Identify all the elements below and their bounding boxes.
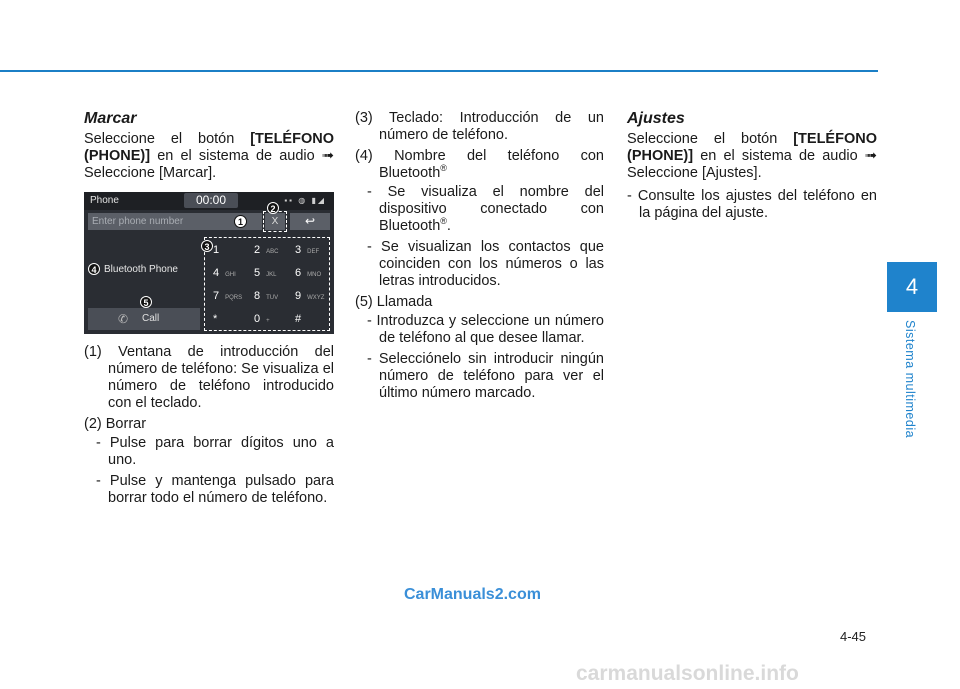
callout-3: 3 — [201, 240, 213, 252]
key-7[interactable] — [248, 285, 289, 308]
key-5[interactable] — [289, 262, 330, 285]
ajustes-intro: Seleccione el botón [TELÉFONO (PHONE)] en el sistema de audio ➟ Seleccione [Ajustes]. — [627, 131, 877, 181]
key-digit: 5 — [254, 267, 261, 279]
status-bar — [84, 192, 334, 210]
back-icon[interactable]: ↩ — [290, 213, 330, 230]
page-number: 4-45 — [840, 629, 867, 644]
key-letters: WXYZ — [307, 295, 325, 301]
chapter-label: Sistema multimedia — [903, 320, 917, 439]
callout-2: 2 — [267, 202, 279, 214]
key-digit: # — [295, 313, 302, 325]
key-0[interactable] — [207, 239, 248, 262]
item-1: (1) Ventana de introducción del número de teléfono: Se visualiza el número de teléfono introducido con el teclado. — [84, 344, 334, 411]
key-6[interactable] — [207, 285, 248, 308]
phone-dial-screen — [84, 192, 334, 334]
marcar-intro: Seleccione el botón [TELÉFONO (PHONE)] en el sistema de audio ➟ Seleccione [Marcar]. — [84, 131, 334, 181]
key-digit: 7 — [213, 290, 220, 302]
key-digit: 9 — [295, 290, 302, 302]
key-11[interactable] — [289, 308, 330, 331]
status-icons: ▪▪ ◍ ▮◢ — [284, 196, 326, 205]
callout-5: 5 — [140, 296, 152, 308]
column-2 — [355, 110, 604, 406]
key-letters: GHI — [225, 272, 236, 278]
screen-title: Phone — [90, 195, 119, 206]
key-3[interactable] — [207, 262, 248, 285]
key-digit: * — [213, 313, 218, 325]
item-4: (4) Nombre del teléfono con Bluetooth® — [355, 148, 604, 181]
column-marcar — [84, 110, 334, 188]
key-letters: DEF — [307, 249, 320, 255]
item-4-sub-2: - Se visualizan los contactos que coinciden con los números o las letras introducidos. — [367, 239, 604, 289]
callout-4: 4 — [88, 263, 100, 275]
key-letters: TUV — [266, 295, 279, 301]
item-4-sub-1: - Se visualiza el nombre del dispositivo conectado con Bluetooth®. — [367, 184, 604, 234]
key-1[interactable] — [248, 239, 289, 262]
column-marcar-list — [84, 344, 334, 511]
bluetooth-phone-name: Bluetooth Phone — [104, 264, 178, 275]
key-letters: JKL — [266, 272, 277, 278]
heading-marcar: Marcar — [84, 110, 137, 127]
key-digit: 6 — [295, 267, 302, 279]
key-digit: 1 — [213, 244, 220, 256]
phone-number-input[interactable]: Enter phone number — [88, 213, 262, 230]
item-2: (2) Borrar — [84, 416, 147, 432]
clock: 00:00 — [184, 193, 238, 208]
item-5-sub-2: - Selecciónelo sin introducir ningún número de teléfono para ver el último número marcado. — [367, 351, 604, 401]
item-5: (5) Llamada — [355, 294, 433, 310]
call-label: Call — [142, 313, 160, 324]
key-digit: 8 — [254, 290, 261, 302]
key-digit: 4 — [213, 267, 220, 279]
callout-1: 1 — [234, 215, 247, 228]
key-10[interactable] — [248, 308, 289, 331]
chapter-tab: 4 — [887, 262, 937, 312]
key-digit: 2 — [254, 244, 261, 256]
item-2-sub-2: - Pulse y mantenga pulsado para borrar todo el número de teléfono. — [96, 473, 334, 506]
keypad — [204, 237, 330, 331]
key-letters: + — [266, 318, 270, 324]
call-button[interactable] — [88, 308, 200, 330]
heading-ajustes: Ajustes — [627, 110, 685, 127]
key-9[interactable] — [207, 308, 248, 331]
key-letters: PQRS — [225, 295, 243, 301]
column-ajustes — [627, 110, 877, 228]
phone-handset-icon: ✆ — [118, 312, 129, 326]
item-5-sub-1: - Introduzca y seleccione un número de teléfono al que desee llamar. — [367, 313, 604, 346]
watermark-carmanuals2[interactable]: CarManuals2.com — [404, 586, 541, 603]
key-2[interactable] — [289, 239, 330, 262]
key-letters: ABC — [266, 249, 279, 255]
key-digit: 3 — [295, 244, 302, 256]
watermark-carmanualsonline: carmanualsonline.info — [576, 662, 799, 685]
key-4[interactable] — [248, 262, 289, 285]
key-8[interactable] — [289, 285, 330, 308]
key-digit: 0 — [254, 313, 261, 325]
clear-button[interactable]: X — [265, 213, 285, 230]
item-2-sub-1: - Pulse para borrar dígitos uno a uno. — [96, 435, 334, 468]
ajustes-item-1: - Consulte los ajustes del teléfono en la página del ajuste. — [627, 188, 877, 221]
item-3: (3) Teclado: Introducción de un número de teléfono. — [355, 110, 604, 143]
key-letters: MNO — [307, 272, 322, 278]
header-rule — [0, 70, 878, 72]
